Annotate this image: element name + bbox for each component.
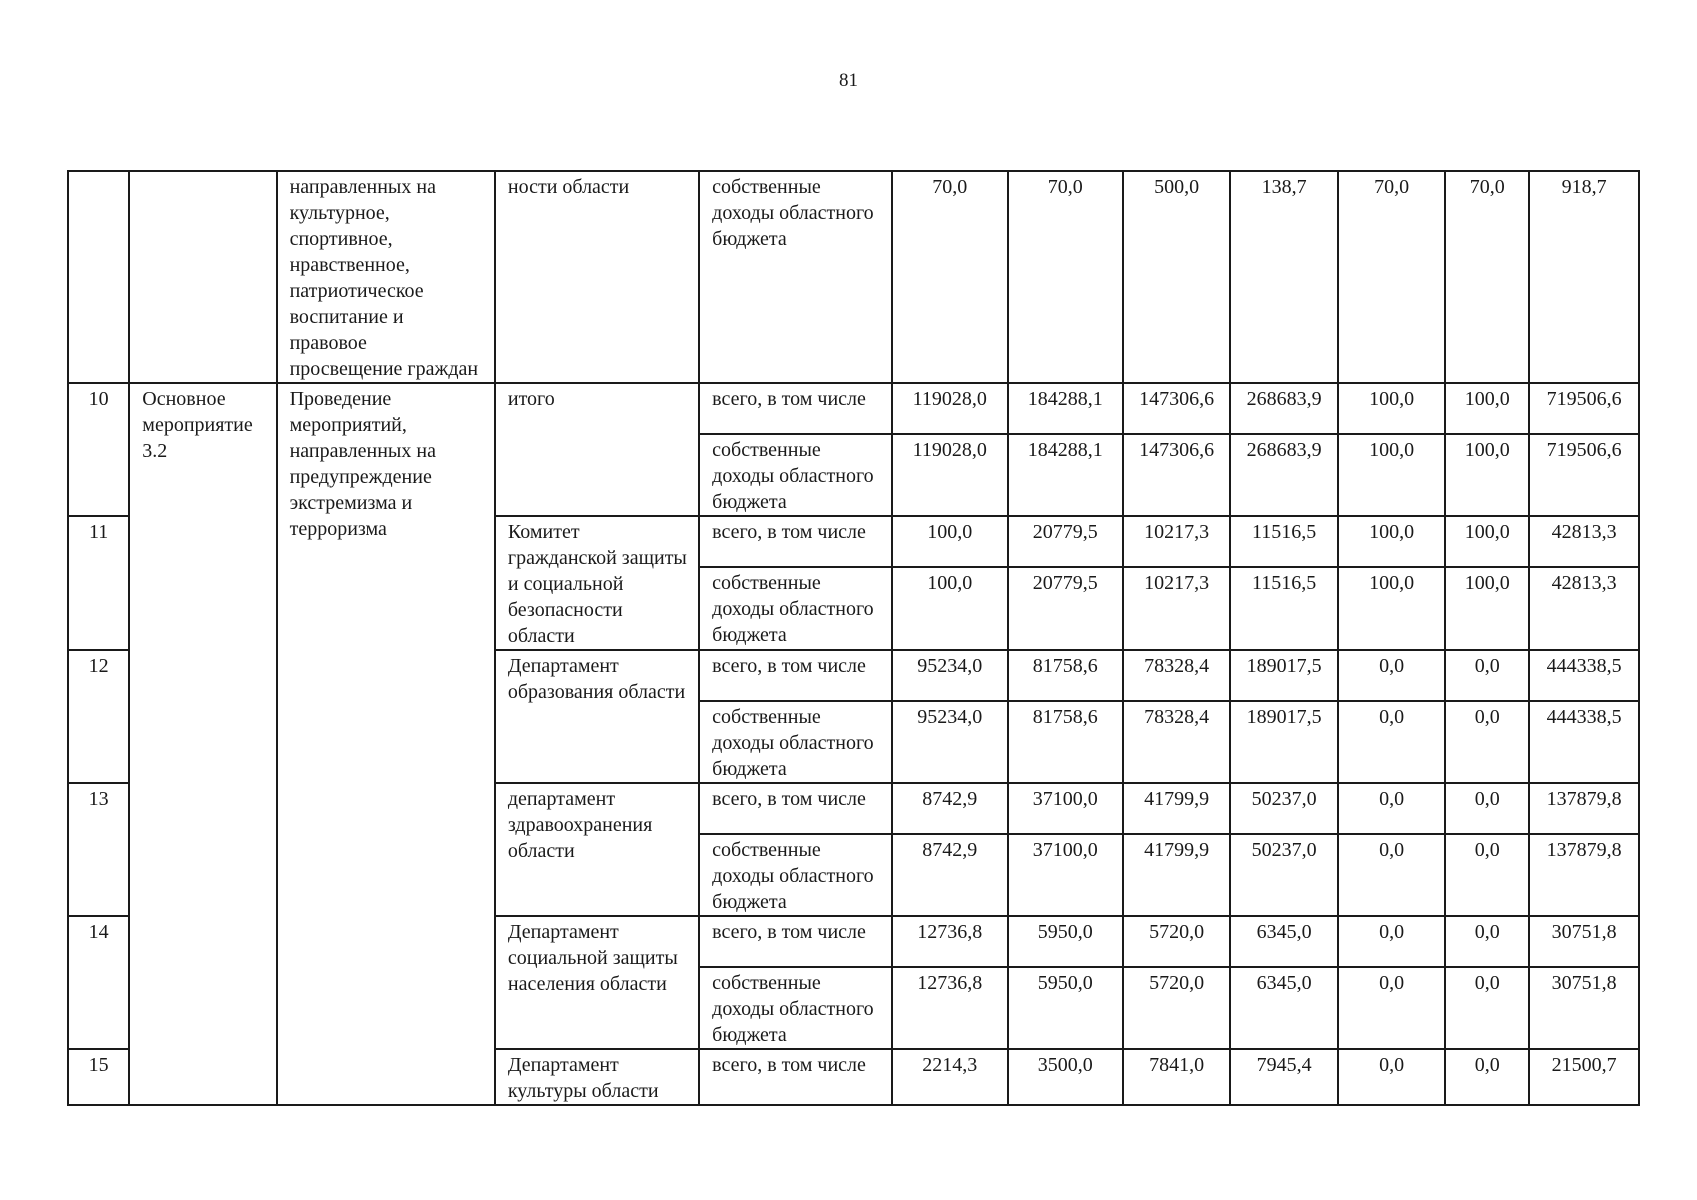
value-cell: 137879,8 [1529, 783, 1639, 834]
row-number-cell: 15 [68, 1049, 129, 1105]
table-row [68, 171, 1639, 383]
row-number-cell: 10 [68, 383, 129, 516]
value-cell: 137879,8 [1529, 834, 1639, 916]
budget-table [67, 170, 1640, 1106]
value-cell: 5720,0 [1123, 916, 1231, 967]
event-name-cell: направленных на культурное, спортивное, нравственное, патриотическое воспитание и правовое просвещение граждан [277, 171, 495, 383]
value-cell: 0,0 [1338, 1049, 1446, 1105]
value-cell: 100,0 [1338, 516, 1446, 567]
value-cell: 0,0 [1445, 834, 1529, 916]
funding-source-cell: собственные доходы областного бюджета [699, 171, 891, 383]
value-cell: 50237,0 [1230, 783, 1338, 834]
funding-source-cell: всего, в том числе [699, 916, 891, 967]
value-cell: 11516,5 [1230, 516, 1338, 567]
value-cell: 0,0 [1445, 701, 1529, 783]
funding-source-cell: всего, в том числе [699, 383, 891, 434]
row-number-cell: 13 [68, 783, 129, 916]
value-cell: 78328,4 [1123, 650, 1231, 701]
status-cell [129, 171, 276, 383]
value-cell: 70,0 [1008, 171, 1123, 383]
value-cell: 0,0 [1445, 1049, 1529, 1105]
value-cell: 30751,8 [1529, 916, 1639, 967]
row-number-cell [68, 171, 129, 383]
table-body [68, 171, 1639, 1105]
value-cell: 78328,4 [1123, 701, 1231, 783]
value-cell: 3500,0 [1008, 1049, 1123, 1105]
value-cell: 719506,6 [1529, 383, 1639, 434]
value-cell: 100,0 [1445, 516, 1529, 567]
value-cell: 100,0 [1338, 383, 1446, 434]
value-cell: 147306,6 [1123, 434, 1231, 516]
funding-source-cell: собственные доходы областного бюджета [699, 434, 891, 516]
value-cell: 0,0 [1445, 783, 1529, 834]
value-cell: 81758,6 [1008, 701, 1123, 783]
value-cell: 0,0 [1338, 701, 1446, 783]
value-cell: 6345,0 [1230, 916, 1338, 967]
value-cell: 11516,5 [1230, 567, 1338, 650]
value-cell: 0,0 [1338, 834, 1446, 916]
funding-source-cell: собственные доходы областного бюджета [699, 567, 891, 650]
event-name-cell: Проведение мероприятий, направленных на предупреждение экстремизма и терроризма [277, 383, 495, 1105]
value-cell: 6345,0 [1230, 967, 1338, 1049]
value-cell: 2214,3 [892, 1049, 1008, 1105]
funding-source-cell: собственные доходы областного бюджета [699, 834, 891, 916]
funding-source-cell: собственные доходы областного бюджета [699, 967, 891, 1049]
value-cell: 0,0 [1445, 967, 1529, 1049]
value-cell: 81758,6 [1008, 650, 1123, 701]
value-cell: 268683,9 [1230, 434, 1338, 516]
value-cell: 5950,0 [1008, 916, 1123, 967]
executor-cell: Департамент культуры области [495, 1049, 699, 1105]
value-cell: 100,0 [1445, 383, 1529, 434]
value-cell: 500,0 [1123, 171, 1231, 383]
value-cell: 0,0 [1338, 650, 1446, 701]
value-cell: 444338,5 [1529, 650, 1639, 701]
value-cell: 719506,6 [1529, 434, 1639, 516]
value-cell: 8742,9 [892, 834, 1008, 916]
value-cell: 12736,8 [892, 967, 1008, 1049]
value-cell: 21500,7 [1529, 1049, 1639, 1105]
executor-cell: итого [495, 383, 699, 516]
value-cell: 119028,0 [892, 434, 1008, 516]
value-cell: 100,0 [1445, 434, 1529, 516]
value-cell: 100,0 [892, 516, 1008, 567]
executor-cell: Департамент социальной защиты населения области [495, 916, 699, 1049]
value-cell: 50237,0 [1230, 834, 1338, 916]
value-cell: 7945,4 [1230, 1049, 1338, 1105]
page-number: 81 [839, 70, 858, 91]
value-cell: 0,0 [1445, 916, 1529, 967]
row-number-cell: 12 [68, 650, 129, 783]
value-cell: 41799,9 [1123, 783, 1231, 834]
row-number-cell: 14 [68, 916, 129, 1049]
value-cell: 12736,8 [892, 916, 1008, 967]
value-cell: 184288,1 [1008, 434, 1123, 516]
value-cell: 147306,6 [1123, 383, 1231, 434]
funding-source-cell: всего, в том числе [699, 1049, 891, 1105]
value-cell: 0,0 [1338, 783, 1446, 834]
value-cell: 0,0 [1338, 916, 1446, 967]
value-cell: 95234,0 [892, 650, 1008, 701]
value-cell: 5720,0 [1123, 967, 1231, 1049]
funding-source-cell: всего, в том числе [699, 783, 891, 834]
value-cell: 444338,5 [1529, 701, 1639, 783]
value-cell: 70,0 [1445, 171, 1529, 383]
value-cell: 42813,3 [1529, 516, 1639, 567]
executor-cell: департамент здравоохранения области [495, 783, 699, 916]
value-cell: 184288,1 [1008, 383, 1123, 434]
value-cell: 100,0 [1445, 567, 1529, 650]
value-cell: 20779,5 [1008, 516, 1123, 567]
table-row [68, 383, 1639, 434]
funding-source-cell: всего, в том числе [699, 516, 891, 567]
funding-source-cell: собственные доходы областного бюджета [699, 701, 891, 783]
value-cell: 189017,5 [1230, 650, 1338, 701]
value-cell: 7841,0 [1123, 1049, 1231, 1105]
value-cell: 0,0 [1445, 650, 1529, 701]
value-cell: 70,0 [1338, 171, 1446, 383]
executor-cell: Департамент образования области [495, 650, 699, 783]
value-cell: 42813,3 [1529, 567, 1639, 650]
value-cell: 100,0 [1338, 434, 1446, 516]
value-cell: 41799,9 [1123, 834, 1231, 916]
status-cell: Основное мероприятие 3.2 [129, 383, 276, 1105]
executor-cell: ности области [495, 171, 699, 383]
value-cell: 10217,3 [1123, 567, 1231, 650]
value-cell: 70,0 [892, 171, 1008, 383]
value-cell: 37100,0 [1008, 783, 1123, 834]
value-cell: 10217,3 [1123, 516, 1231, 567]
value-cell: 37100,0 [1008, 834, 1123, 916]
value-cell: 138,7 [1230, 171, 1338, 383]
value-cell: 100,0 [1338, 567, 1446, 650]
value-cell: 189017,5 [1230, 701, 1338, 783]
funding-source-cell: всего, в том числе [699, 650, 891, 701]
value-cell: 0,0 [1338, 967, 1446, 1049]
value-cell: 119028,0 [892, 383, 1008, 434]
value-cell: 918,7 [1529, 171, 1639, 383]
value-cell: 95234,0 [892, 701, 1008, 783]
value-cell: 8742,9 [892, 783, 1008, 834]
executor-cell: Комитет гражданской защиты и социальной безопасности области [495, 516, 699, 650]
value-cell: 5950,0 [1008, 967, 1123, 1049]
value-cell: 30751,8 [1529, 967, 1639, 1049]
row-number-cell: 11 [68, 516, 129, 650]
value-cell: 20779,5 [1008, 567, 1123, 650]
value-cell: 100,0 [892, 567, 1008, 650]
value-cell: 268683,9 [1230, 383, 1338, 434]
